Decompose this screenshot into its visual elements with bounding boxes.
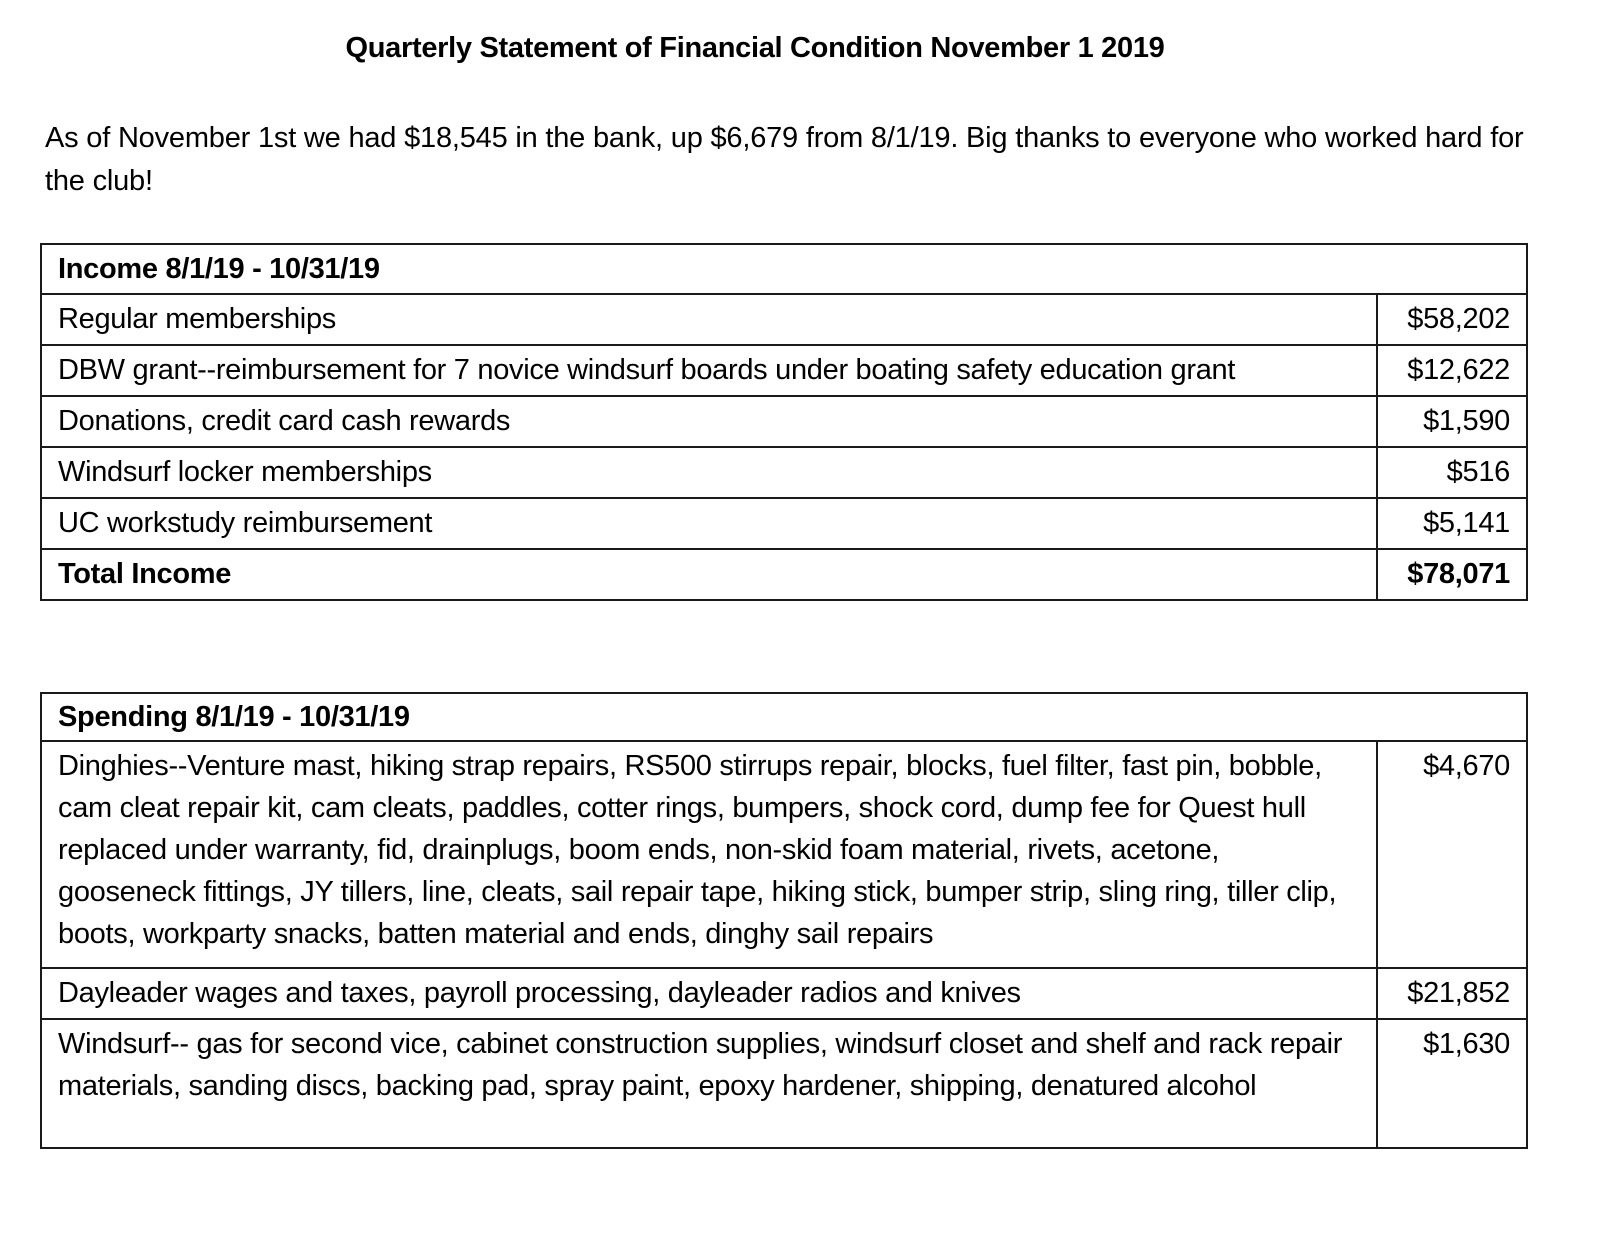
document-title: [0, 32, 1600, 65]
table-row: [41, 1019, 1527, 1148]
income-header-row: [41, 244, 1527, 294]
income-amount: $1,590: [1377, 396, 1527, 447]
income-total-amount: $78,071: [1377, 549, 1527, 600]
income-total-row: [41, 549, 1527, 600]
intro-paragraph: As of November 1st we had $18,545 in the bank, up $6,679 from 8/1/19. Big thanks to everyone who worked hard for the club!: [45, 122, 1524, 197]
income-description: Regular memberships: [41, 294, 1377, 345]
table-row: [41, 741, 1527, 968]
table-row: [41, 447, 1527, 498]
income-description: Windsurf locker memberships: [41, 447, 1377, 498]
spending-header-row: [41, 693, 1527, 741]
spending-description: Windsurf-- gas for second vice, cabinet construction supplies, windsurf closet and shelf and rack repair materials, sanding discs, backing pad, spray paint, epoxy hardener, shipping, denatured alcohol: [41, 1019, 1377, 1148]
income-amount: $58,202: [1377, 294, 1527, 345]
spending-amount: $4,670: [1377, 741, 1527, 968]
income-description: Donations, credit card cash rewards: [41, 396, 1377, 447]
spending-description: Dinghies--Venture mast, hiking strap repairs, RS500 stirrups repair, blocks, fuel filter, fast pin, bobble, cam cleat repair kit, cam cleats, paddles, cotter rings, bumpers, shock cord, dump fee for Quest hull replaced under warranty, fid, drainplugs, boom ends, non-skid foam material, rivets, acetone, gooseneck fittings, JY tillers, line, cleats, sail repair tape, hiking stick, bumper strip, sling ring, tiller clip, boots, workparty snacks, batten material and ends, dinghy sail repairs: [41, 741, 1377, 968]
table-row: [41, 968, 1527, 1019]
income-table: [40, 243, 1528, 601]
spending-description: Dayleader wages and taxes, payroll processing, dayleader radios and knives: [41, 968, 1377, 1019]
income-description: UC workstudy reimbursement: [41, 498, 1377, 549]
spending-table: [40, 692, 1528, 1149]
income-header: Income 8/1/19 - 10/31/19: [41, 244, 1527, 294]
table-row: [41, 294, 1527, 345]
income-description: DBW grant--reimbursement for 7 novice windsurf boards under boating safety education grant: [41, 345, 1377, 396]
income-amount: $516: [1377, 447, 1527, 498]
spending-amount: $21,852: [1377, 968, 1527, 1019]
table-row: [41, 345, 1527, 396]
table-row: [41, 498, 1527, 549]
document-title-text: Quarterly Statement of Financial Condition November 1 2019: [345, 32, 1165, 64]
income-amount: $12,622: [1377, 345, 1527, 396]
income-total-label: Total Income: [41, 549, 1377, 600]
income-amount: $5,141: [1377, 498, 1527, 549]
spending-header: Spending 8/1/19 - 10/31/19: [41, 693, 1527, 741]
table-row: [41, 396, 1527, 447]
spending-amount: $1,630: [1377, 1019, 1527, 1148]
